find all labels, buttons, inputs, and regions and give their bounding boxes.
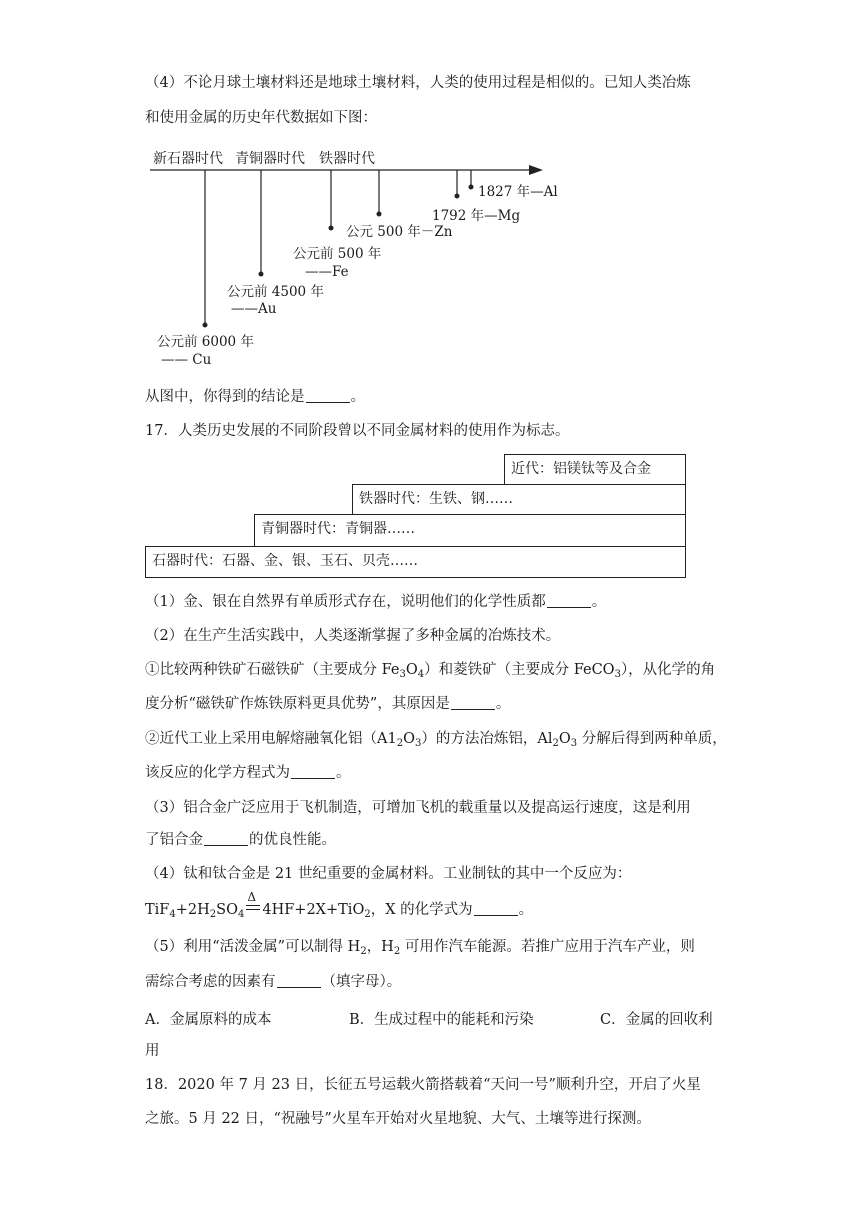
era-bronze: 青铜器时代 — [235, 151, 305, 167]
option-c-continued: 用 — [145, 1043, 160, 1059]
answer-blank[interactable] — [306, 388, 350, 403]
q18-line2: 之旅。5 月 22 日，“祝融号”火星车开始对火星地貌、大气、土壤等进行探测。 — [145, 1111, 651, 1127]
answer-blank[interactable] — [291, 764, 335, 779]
q16-part4-line2: 和使用金属的历史年代数据如下图： — [145, 110, 377, 126]
event-al: 1827 年—Al — [478, 184, 558, 200]
era-neolithic: 新石器时代 — [153, 151, 223, 167]
q17-part2: （2）在生产生活实践中，人类逐渐掌握了多种金属的冶炼技术。 — [145, 628, 561, 644]
q16-conclusion: 从图中，你得到的结论是 。 — [145, 389, 365, 405]
option-b[interactable]: B．生成过程中的能耗和污染 — [349, 1012, 534, 1028]
option-c[interactable]: C．金属的回收利 — [600, 1012, 713, 1028]
q17-title: 17．人类历史发展的不同阶段曾以不同金属材料的使用作为标志。 — [145, 423, 570, 439]
event-au-date: 公元前 4500 年 — [227, 284, 324, 300]
event-zn: 公元 500 年－Zn — [346, 224, 453, 240]
q17-part5-line2: 需综合考虑的因素有 （填字母）。 — [145, 974, 402, 990]
event-mg: 1792 年—Mg — [432, 208, 521, 224]
q17-part3-line1: （3）铝合金广泛应用于飞机制造，可增加飞机的载重量以及提高运行速度，这是利用 — [145, 800, 691, 816]
event-cu-date: 公元前 6000 年 — [157, 334, 254, 350]
metal-history-timeline — [145, 140, 565, 380]
q16-part4-line1: （4）不论月球土壤材料还是地球土壤材料，人类的使用过程是相似的。已知人类冶炼 — [145, 75, 691, 91]
answer-blank[interactable] — [277, 973, 321, 988]
event-fe-date: 公元前 500 年 — [293, 246, 382, 262]
event-fe-metal: ——Fe — [305, 264, 349, 280]
q17-part4-line1: （4）钛和钛合金是 21 世纪重要的金属材料。工业制钛的其中一个反应为： — [145, 866, 632, 882]
q17-part1: （1）金、银在自然界有单质形式存在，说明他们的化学性质都 。 — [145, 594, 607, 610]
q17-part4-equation: $TiF_4+2H_2SO_4$ Δ 4HF+2X+TiO$_2$，X 的化学式为 。 — [145, 890, 534, 920]
event-au-metal: ——Au — [231, 301, 277, 317]
q17-part2b-line2: 该反应的化学方程式为 。 — [145, 765, 351, 781]
q17-part3-line2: 了铝合金 的优良性能。 — [145, 832, 336, 848]
answer-blank[interactable] — [474, 901, 518, 916]
option-a[interactable]: A．金属原料的成本 — [145, 1012, 272, 1028]
q17-part2a-line2: 度分析“磁铁矿作炼铁原料更具优势”，其原因是 。 — [145, 696, 511, 712]
stair-modern: 近代：铝镁钛等及合金 — [504, 454, 686, 485]
stair-bronze-age: 青铜器时代：青铜器…… — [254, 514, 686, 547]
stair-stone-age: 石器时代：石器、金、银、玉石、贝壳…… — [145, 546, 686, 578]
era-iron: 铁器时代 — [319, 151, 375, 167]
answer-blank[interactable] — [204, 831, 248, 846]
heat-arrow: Δ — [244, 900, 262, 920]
q18-line1: 18．2020 年 7 月 23 日，长征五号运载火箭搭载着“天问一号”顺利升空，开启了火星 — [145, 1077, 701, 1093]
q17-part2a-line1: ①比较两种铁矿石磁铁矿（主要成分 $Fe_3O_4$）和菱铁矿（主要成分 FeCO$_3$），从化学的角 — [145, 662, 716, 680]
q17-part5-line1: （5）利用“活泼金属”可以制得 $H_2$，$H_2$ 可用作汽车能源。若推广应用于汽车产业，则 — [145, 939, 695, 957]
event-cu-metal: —— Cu — [161, 352, 212, 368]
stair-iron-age: 铁器时代：生铁、钢…… — [352, 484, 686, 515]
q17-part2b-line1: ②近代工业上采用电解熔融氧化铝$(A1_2O_3)$的方法冶炼铝，$Al_2O_3$ 分解后得到两种单质， — [145, 731, 727, 749]
answer-blank[interactable] — [547, 593, 591, 608]
answer-blank[interactable] — [451, 695, 495, 710]
